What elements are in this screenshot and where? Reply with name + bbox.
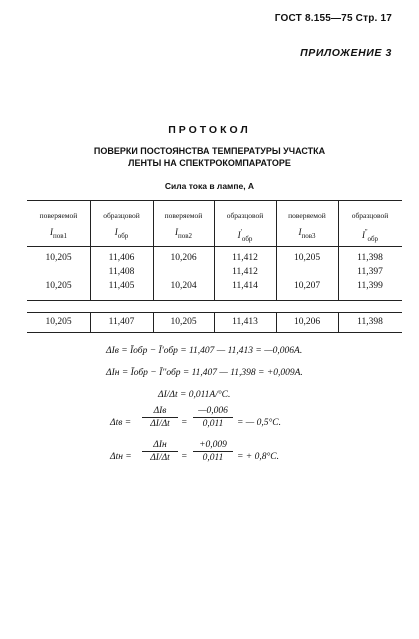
col-symbol: $I_{обр}$ [114, 227, 129, 240]
denominator: ΔI/Δt [150, 453, 170, 463]
table-cell: 11,399 [357, 281, 383, 291]
col-header: образцовой [103, 211, 140, 220]
page-reference: ГОСТ 8.155—75 Стр. 17 [274, 13, 392, 24]
table-cell: 10,205 [293, 253, 321, 263]
table-cell: 11,408 [108, 267, 135, 277]
numerator: —0,006 [193, 406, 233, 418]
table-cell: 10,204 [170, 281, 197, 291]
table-cell: 11,398 [357, 317, 383, 327]
table-cell: 10,205 [45, 281, 72, 291]
table-cell: 11,406 [108, 253, 135, 263]
denominator: ΔI/Δt [150, 419, 170, 429]
appendix-label: ПРИЛОЖЕНИЕ 3 [300, 47, 392, 59]
fraction [142, 440, 178, 463]
formula-result: = + 0,8°С. [237, 452, 279, 462]
table-cell: 11,398 [357, 253, 383, 263]
formula-result: = — 0,5°С. [237, 418, 281, 428]
denominator: 0,011 [202, 419, 224, 429]
col-header: образцовой [226, 211, 264, 220]
numerator: +0,009 [193, 440, 233, 452]
col-symbol: $I'_{обр}$ [237, 228, 253, 243]
col-symbol: $I_{пов2}$ [174, 227, 193, 240]
col-symbol: $I_{пов1}$ [49, 227, 68, 240]
table-caption: Сила тока в лампе, А [164, 181, 255, 191]
col-header: поверяемой [39, 211, 78, 220]
subtitle-line-2: ЛЕНТЫ НА СПЕКТРОКОМПАРАТОРЕ [128, 158, 291, 168]
numerator: ΔIн [142, 440, 178, 452]
table-cell: 11,397 [357, 267, 383, 277]
subtitle-line-1: ПОВЕРКИ ПОСТОЯНСТВА ТЕМПЕРАТУРЫ УЧАСТКА [93, 146, 326, 156]
col-header: поверяемой [164, 211, 203, 220]
table-cell: 11,407 [108, 317, 135, 327]
table-cell: 11,412 [232, 267, 258, 277]
col-header: образцовой [351, 211, 389, 220]
table-cell: 10,206 [293, 317, 321, 327]
formula-delta-in: ΔIн = Īобр − Ī''обр = 11,407 — 11,398 = +0,009А. [106, 368, 303, 378]
table-cell: 10,205 [45, 317, 72, 327]
table-cell: 11,405 [108, 281, 135, 291]
document-title: ПРОТОКОЛ [168, 124, 251, 136]
formula-delta-iv: ΔIв = Īобр − Ī'обр = 11,407 — 11,413 = —0,006А. [106, 346, 303, 356]
col-symbol: $I_{пов3}$ [298, 227, 316, 240]
numerator: ΔIв [142, 406, 178, 418]
table-cell: 11,412 [232, 253, 258, 263]
formula-lhs: Δtв = [110, 418, 132, 428]
table-cell: 11,414 [232, 281, 258, 291]
formula-coefficient: ΔI/Δt = 0,011А/°С. [158, 390, 231, 400]
fraction [142, 406, 178, 429]
fraction [193, 440, 233, 463]
formula-lhs: Δtн = [110, 452, 132, 462]
fraction [193, 406, 233, 429]
denominator: 0,011 [202, 453, 224, 463]
table-rule-body [27, 300, 402, 301]
col-symbol: $I''_{обр}$ [361, 228, 379, 243]
document-subtitle [0, 145, 419, 169]
table-cell: 11,413 [232, 317, 258, 327]
col-header: поверяемой [288, 211, 326, 220]
table-cell: 10,205 [45, 253, 72, 263]
table-cell: 10,205 [170, 317, 197, 327]
table-cell: 10,206 [170, 253, 197, 263]
table-rule-bottom [27, 332, 402, 333]
table-cell: 10,207 [293, 281, 321, 291]
